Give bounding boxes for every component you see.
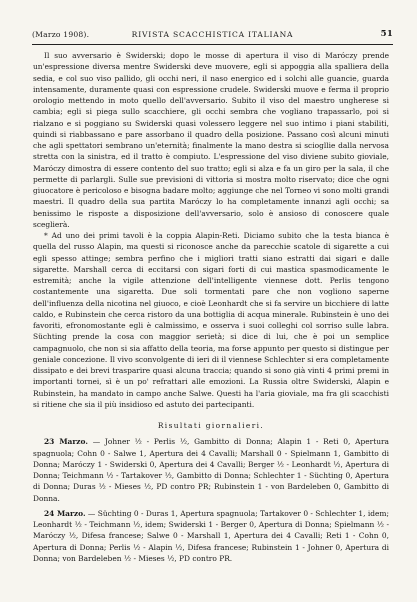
results-day-23 bbox=[33, 436, 389, 504]
results-date: 23 Marzo. bbox=[44, 437, 88, 447]
running-header bbox=[32, 30, 393, 42]
results-day-24 bbox=[33, 508, 389, 564]
results-text: — Süchting 0 - Duras 1, Apertura spagnuola; Tartakover 0 - Schlechter 1, idem; Leonhardt ½ - Teichmann ½, idem; Swiderski 1 - Berger 0, Apertura di Donna; Spielmann ½ - Maróczy ½, Difesa francese; Salwe 0 - Marshall 1, Apertura dei 4 Cavalli; Reti 1 - Cohn 0, Apertura di Donna; Perlis ½ - Alapin ½, Difesa francese; Rubinstein 1 - Johner 0, Apertura di Donna; von Bardeleben ½ - Mieses ½, PD contro PR. bbox=[33, 508, 389, 563]
results-text: — Johner ½ - Perlis ½, Gambitto di Donna; Alapin 1 - Reti 0, Apertura spagnuola; Cohn 0 - Salwe 1, Apertura dei 4 Cavalli; Marshall 0 - Spielmann 1, Gambitto di Donna; Maróczy 1 - Swiderski 0, Apertura dei 4 Cavalli; Berger ½ - Leonhardt ½, Apertura di Donna; Teichmann ½ - Tartakover ½, Gambitto di Donna; Schlechter 1 - Süchting 0, Apertura di Donna; Duras ½ - Mieses ½, PD contro PR; Rubinstein 1 - von Bardeleben 0, Gambitto di Donna. bbox=[33, 437, 389, 503]
header-date: (Marzo 1908). bbox=[32, 30, 90, 39]
paragraph-smokers: * Ad uno dei primi tavoli è la coppia Alapin-Reti. Diciamo subito che la testa bianca è quella del russo Alapin, ma questi si riconosce anche da parecchie scatole di sigarette a cui egli spesso attinge; sembra perfino che i migliori tratti siano estratti dai sigari e dalle sigarette. Marshall cerca di eccitarsi con sigari forti di cui mastica spasmodicamente le estremità; anche la vigile attenzione dell'intelligente viennese dott. Perlis tengono costantemente una sigaretta. Due soli tormentati pare che non vogliono saperne dell'influenza della nicotina nel giuoco, e cioè Leonhardt che si fa servire un bicchiere di latte caldo, e Rubinstein che cerca ristoro da una bottiglia di acqua minerale. Rubinstein è uno dei favoriti, efronomostante egli è calmissimo, e osserva i suoi colleghi col sorriso sulle labra. Süchting prende la cosa con maggior serietà; si dice di lui, che è poi un semplice campagnuolo, che non si sia affatto della teoria, ma forse appunto per questo si distingue per geniale concezione. Il vivo sconvolgente di ieri di il viennese Schlechter si era completamente dissipato e dei brevi trasparire quasi alcuna traccia; quando si sono già vinti 4 primi premi in importanti tornei, sì è un po' refrattari alle emozioni. La Russia oltre Swiderski, Alapin e Rubinstein, ha mandato in campo anche Salwe. Questi ha l'aria gioviale, ma fra gli scacchisti si ritiene che sia il più insidioso ed astuto dei partecipanti. bbox=[33, 231, 389, 409]
results-section-title: Risultati giornalieri. bbox=[157, 421, 265, 430]
results-date: 24 Marzo. bbox=[44, 508, 86, 518]
header-rule bbox=[32, 44, 393, 45]
header-journal-title: RIVISTA SCACCHISTICA ITALIANA bbox=[131, 30, 294, 39]
paragraph-maroczy: Il suo avversario è Swiderski; dopo le mosse di apertura il viso di Maróczy prende un'espressione diversa mentre Swiderski deve muovere, egli si appoggia alla spalliera della sedia, e col suo viso pallido, gli occhi neri, il naso energico ed i solchi alle guancie, guarda intensamente, duramente quasi con espressione crudele. Swiderski muove e ferma il proprio orologio mettendo in moto quello dell'avversario. Subito il viso del maestro ungherese si cambia; egli si piega sullo scacchiere, gli occhi sembra che vogliano trapassarlo, poi si rialzano e si poggiano su Swiderski quasi volessero leggere nel suo intimo i piani stabiliti, quindi si riabbassano e pare assorbano il quadro della posizione. Passano così alcuni minuti che agli spettatori sembrano un'eternità; finalmente la mano destra si sciogllie dalla nervosa stretta con la sinistra, ed il tratto è compiuto. L'espressione del viso diviene subito gioviale, Maróczy dimostra di essere contento del suo tratto; egli si alza e fa un giro per la sala, il che permette di parlargli. Sulle sue previsioni di vittoria si mostra molto riservato; dice che ogni giuocatore è pericoloso e bisogna badare molto; aggiunge che nel Torneo vi sono molti grandi maestri. Il quadro della sua partita Maróczy lo ha completamente innanzi agli occhi; sa benissimo le risposte a disposizione dell'avversario, solo è ansioso di conoscere quale sceglierà. bbox=[33, 51, 389, 229]
article-body bbox=[33, 50, 389, 564]
page-number: 51 bbox=[380, 29, 393, 39]
